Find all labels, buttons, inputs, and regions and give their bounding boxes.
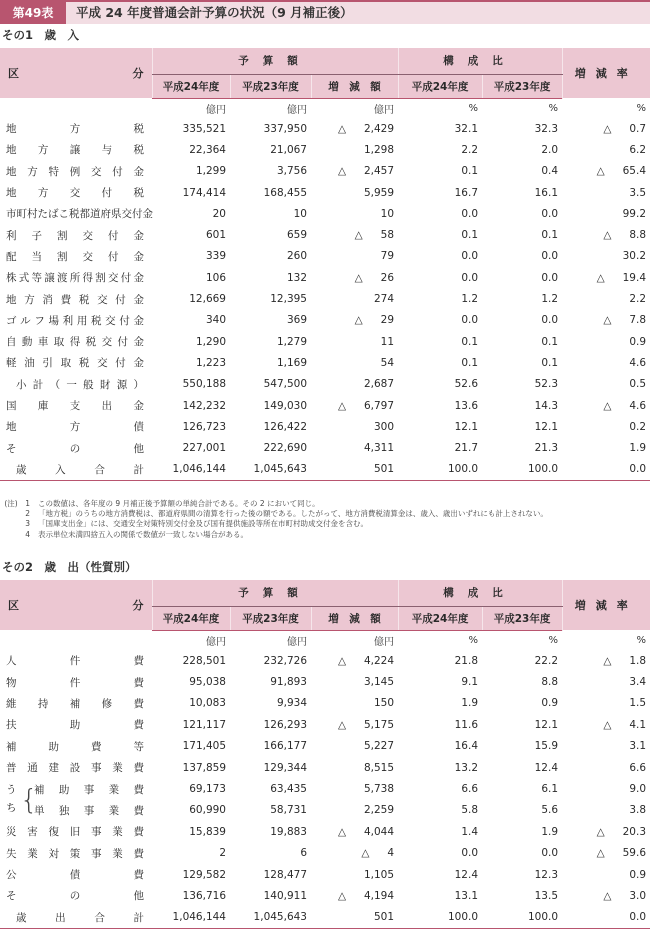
fy24-ratio: 13.2: [454, 761, 479, 774]
table-row: [0, 416, 650, 437]
decrease-mark: △: [603, 399, 612, 412]
rate-header: 増減率: [562, 580, 650, 630]
table-row: [0, 907, 650, 928]
fy23-amount: 168,455: [263, 186, 307, 199]
revenue-table: [0, 48, 650, 481]
decrease-mark: △: [596, 847, 605, 860]
change-amount: 5,227: [363, 740, 395, 753]
change-amount: 501: [311, 459, 398, 480]
change-amount: 5,959: [363, 186, 395, 199]
row-label: 軽油引取税交付金: [6, 357, 144, 370]
change-amount: △ 4: [361, 847, 395, 860]
row-label: 自動車取得税交付金: [6, 336, 144, 349]
fy23-amount: 166,177: [263, 740, 307, 753]
decrease-mark: △: [337, 122, 347, 135]
row-label: 利子割交付金: [6, 229, 144, 242]
fy24-ratio: 0.1: [461, 335, 479, 348]
section1-label: その1 歳 入: [2, 28, 80, 42]
decrease-mark: △: [596, 271, 605, 284]
fy23-amount: 140,911: [263, 889, 307, 902]
row-label: 失業対策事業費: [6, 847, 144, 860]
fy23-amount: 1,279: [276, 335, 307, 348]
col-fy23-ratio: 平成23年度: [482, 606, 562, 630]
fy24-amount: 2: [219, 847, 226, 860]
change-rate: 0.5: [629, 378, 647, 391]
fy24-amount: 106: [205, 271, 226, 284]
row-label: 地方債: [6, 421, 144, 434]
budget-group-header: 予算額: [152, 580, 398, 606]
fy24-amount: 95,038: [189, 676, 226, 689]
fy24-ratio: 12.4: [454, 868, 479, 881]
change-rate: 0.0: [562, 459, 650, 480]
change-rate: 0.9: [629, 335, 647, 348]
fy24-amount: 1,290: [195, 335, 226, 348]
page-title: 平成 24 年度普通会計予算の状況（9 月補正後）: [76, 5, 353, 20]
fy24-ratio: 9.1: [461, 676, 479, 689]
kubun-header: 区 分: [0, 48, 152, 98]
row-label: 維持補修費: [6, 697, 144, 710]
row-label: 普通建設事業費: [6, 762, 144, 775]
fy23-amount: 58,731: [270, 804, 307, 817]
row-label: 配当割交付金: [6, 250, 144, 263]
decrease-mark: △: [603, 718, 612, 731]
row-label: 補助費等: [6, 740, 144, 753]
fy23-ratio: 13.5: [534, 889, 559, 902]
change-rate: △ 20.3: [596, 825, 647, 838]
fy23-ratio: 5.6: [541, 804, 559, 817]
change-rate: 1.9: [629, 442, 647, 455]
change-amount: 79: [380, 250, 395, 263]
table-row: [0, 693, 650, 714]
change-amount: 5,738: [363, 783, 395, 796]
fy24-amount: 601: [205, 229, 226, 242]
fy23-amount: 63,435: [270, 783, 307, 796]
fy24-ratio: 13.1: [454, 889, 479, 902]
fy23-amount: 3,756: [276, 165, 307, 178]
change-amount: 10: [380, 207, 395, 220]
fy23-amount: 1,169: [276, 356, 307, 369]
fy24-amount: 126,723: [182, 420, 226, 433]
fy23-ratio: 8.8: [541, 676, 559, 689]
table-row: [0, 182, 650, 203]
col-fy23-amount: 平成23年度: [230, 74, 311, 98]
row-label: ゴルフ場利用税交付金: [6, 314, 144, 327]
change-rate: 3.4: [629, 676, 647, 689]
change-rate: 1.5: [629, 697, 647, 710]
fy24-ratio: 0.0: [461, 207, 479, 220]
fy23-ratio: 0.9: [541, 697, 559, 710]
decrease-mark: △: [603, 314, 612, 327]
fy24-ratio: 5.8: [461, 804, 479, 817]
fy23-amount: 232,726: [263, 654, 307, 667]
change-amount: 11: [380, 335, 395, 348]
fy23-ratio: 0.4: [541, 165, 559, 178]
row-label: 地方特例交付金: [6, 165, 144, 178]
change-amount: △ 4,044: [337, 825, 395, 838]
fy24-amount: 12,669: [189, 293, 226, 306]
change-rate: △ 7.8: [603, 314, 647, 327]
fy24-ratio: 16.4: [454, 740, 479, 753]
fy23-amount: 128,477: [263, 868, 307, 881]
note-line: 2 「地方税」のうちの地方消費税は、都道府県間の清算を行った後の額である。したがって、地方消費税清算金は、歳入、歳出いずれにも計上されない。: [25, 509, 548, 519]
table-row: [0, 671, 650, 692]
row-label: その他: [6, 890, 144, 903]
fy24-ratio: 100.0: [398, 459, 482, 480]
fy24-amount: 22,364: [189, 143, 226, 156]
col-fy24-ratio: 平成24年度: [398, 606, 482, 630]
decrease-mark: △: [337, 889, 347, 902]
row-label: 地方交付税: [6, 187, 144, 200]
fy24-amount: 174,414: [182, 186, 226, 199]
change-rate: △ 3.0: [603, 889, 647, 902]
row-label: 小計（一般財源）: [16, 378, 144, 391]
budget-group-header: 予算額: [152, 48, 398, 74]
table-row: [0, 864, 650, 885]
fy24-ratio: 0.1: [461, 165, 479, 178]
col-fy24-amount: 平成24年度: [152, 606, 230, 630]
fy24-amount: 339: [205, 250, 226, 263]
fy23-ratio: 22.2: [534, 654, 559, 667]
fy24-ratio: 1.2: [461, 293, 479, 306]
fy23-amount: 19,883: [270, 825, 307, 838]
table-row: [0, 161, 650, 182]
note-line: 4 表示単位未満四捨五入の関係で数値が一致しない場合がある。: [25, 529, 248, 539]
change-rate: △ 4.1: [603, 718, 647, 731]
col-change-amount: 増 減 額: [311, 606, 398, 630]
fy23-ratio: 0.0: [541, 847, 559, 860]
fy23-amount: 129,344: [263, 761, 307, 774]
change-amount: △ 6,797: [337, 399, 395, 412]
row-label: 国庫支出金: [6, 400, 144, 412]
fy23-ratio: 0.1: [541, 356, 559, 369]
fy24-ratio: 13.6: [454, 399, 479, 412]
table-row: [0, 288, 650, 309]
fy23-ratio: 12.3: [534, 868, 559, 881]
fy24-amount: 340: [205, 314, 226, 327]
brace-icon: {: [20, 783, 38, 817]
fy24-amount: 129,582: [182, 868, 226, 881]
fy23-ratio: 0.0: [541, 314, 559, 327]
fy24-ratio: 11.6: [454, 718, 479, 731]
fy24-amount: 1,299: [195, 165, 226, 178]
unit-row: 億円 億円 億円 % % %: [206, 634, 647, 648]
row-label: 単独事業費: [34, 804, 144, 817]
change-amount: △ 2,429: [337, 122, 395, 135]
change-amount: △ 4,194: [337, 889, 395, 902]
row-label: 地方譲与税: [6, 144, 144, 157]
table-row: [0, 650, 650, 671]
table-row: [0, 757, 650, 778]
section2-label: その2 歳 出（性質別）: [2, 560, 137, 574]
table-row: [0, 736, 650, 757]
change-amount: 501: [311, 907, 398, 928]
change-rate: △ 1.8: [603, 654, 647, 667]
change-rate: 9.0: [629, 783, 647, 796]
fy24-ratio: 0.1: [461, 356, 479, 369]
col-fy23-ratio: 平成23年度: [482, 74, 562, 98]
fy24-amount: 228,501: [182, 654, 226, 667]
fy23-amount: 1,045,643: [230, 907, 311, 928]
fy23-ratio: 0.1: [541, 229, 559, 242]
change-rate: △ 4.6: [603, 399, 647, 412]
change-rate: 30.2: [622, 250, 647, 263]
decrease-mark: △: [361, 847, 370, 860]
fy24-amount: 142,232: [182, 399, 226, 412]
change-amount: 1,105: [363, 868, 395, 881]
change-rate: 0.2: [629, 420, 647, 433]
row-label: 人件費: [6, 655, 144, 668]
unit-row: 億円 億円 億円 % % %: [206, 102, 647, 116]
col-change-amount: 増 減 額: [311, 74, 398, 98]
fy23-ratio: 21.3: [534, 442, 559, 455]
decrease-mark: △: [337, 399, 347, 412]
composition-group-header: 構成比: [398, 48, 562, 74]
fy23-ratio: 1.2: [541, 293, 559, 306]
table-row: [0, 374, 650, 395]
fy23-ratio: 15.9: [534, 740, 559, 753]
change-amount: 1,298: [363, 143, 395, 156]
decrease-mark: △: [596, 825, 605, 838]
fy24-ratio: 1.4: [461, 825, 479, 838]
decrease-mark: △: [603, 654, 612, 667]
fy23-amount: 10: [293, 207, 307, 220]
fy24-amount: 20: [212, 207, 226, 220]
row-label: 扶助費: [6, 719, 144, 732]
change-rate: 6.6: [629, 761, 647, 774]
decrease-mark: △: [603, 229, 612, 242]
decrease-mark: △: [596, 165, 605, 178]
table-row: [0, 246, 650, 267]
decrease-mark: △: [354, 314, 363, 327]
change-rate: 0.9: [629, 868, 647, 881]
col-fy23-amount: 平成23年度: [230, 606, 311, 630]
fy23-ratio: 16.1: [534, 186, 559, 199]
change-amount: 54: [380, 356, 395, 369]
fy24-ratio: 21.7: [454, 442, 479, 455]
col-fy24-ratio: 平成24年度: [398, 74, 482, 98]
change-amount: △ 4,224: [337, 654, 395, 667]
decrease-mark: △: [603, 122, 612, 135]
fy24-ratio: 0.0: [461, 271, 479, 284]
fy24-ratio: 2.2: [461, 143, 479, 156]
fy23-amount: 9,934: [276, 697, 307, 710]
fy23-amount: 126,422: [263, 420, 307, 433]
fy24-ratio: 0.0: [461, 314, 479, 327]
row-label: 株式等譲渡所得割交付金: [6, 272, 144, 285]
decrease-mark: △: [354, 229, 363, 242]
col-fy24-amount: 平成24年度: [152, 74, 230, 98]
row-label: 災害復旧事業費: [6, 826, 144, 839]
row-label: 公債費: [6, 869, 144, 882]
change-rate: 2.2: [629, 293, 647, 306]
table-row: [0, 267, 650, 288]
table-row: [0, 800, 650, 821]
fy24-amount: 171,405: [182, 740, 226, 753]
fy23-amount: 91,893: [270, 676, 307, 689]
fy24-amount: 335,521: [182, 122, 226, 135]
fy24-amount: 69,173: [189, 783, 226, 796]
fy24-ratio: 21.8: [454, 654, 479, 667]
row-label: 歳入合計: [0, 459, 152, 480]
fy23-ratio: 52.3: [534, 378, 559, 391]
fy23-ratio: 14.3: [534, 399, 559, 412]
row-label: 歳出合計: [0, 907, 152, 928]
decrease-mark: △: [354, 271, 363, 284]
fy24-ratio: 52.6: [454, 378, 479, 391]
fy24-amount: 1,046,144: [152, 907, 230, 928]
table-row: [0, 437, 650, 458]
table-row: [0, 885, 650, 906]
fy23-ratio: 12.4: [534, 761, 559, 774]
table-row: [0, 843, 650, 864]
fy23-ratio: 12.1: [534, 420, 559, 433]
table-row: [0, 778, 650, 799]
change-amount: △ 29: [354, 314, 395, 327]
decrease-mark: △: [337, 718, 347, 731]
change-amount: 2,687: [363, 378, 395, 391]
decrease-mark: △: [337, 654, 347, 667]
table-row: [0, 118, 650, 139]
fy23-ratio: 2.0: [541, 143, 559, 156]
fy23-amount: 222,690: [263, 442, 307, 455]
table-row: [0, 310, 650, 331]
fy24-ratio: 32.1: [454, 122, 479, 135]
row-label: うち { 補助事業費: [0, 778, 152, 799]
fy24-amount: 227,001: [182, 442, 226, 455]
table-number-badge: 第49表: [0, 2, 66, 24]
fy24-amount: 137,859: [182, 761, 226, 774]
change-amount: △ 26: [354, 271, 395, 284]
change-rate: △ 8.8: [603, 229, 647, 242]
table-row: [0, 331, 650, 352]
fy23-amount: 132: [286, 271, 307, 284]
table-row: [0, 821, 650, 842]
fy23-ratio: 100.0: [482, 907, 562, 928]
expenditure-table: [0, 580, 650, 929]
fy23-ratio: 6.1: [541, 783, 559, 796]
table-row: [0, 224, 650, 245]
change-amount: 4,311: [363, 442, 395, 455]
note-line: 3 「国庫支出金」には、交通安全対策特別交付金及び国有提供施設等所在市町村助成交付金を含む。: [25, 519, 368, 529]
fy23-ratio: 0.0: [541, 207, 559, 220]
fy24-amount: 1,223: [195, 356, 226, 369]
fy23-ratio: 0.1: [541, 335, 559, 348]
fy23-ratio: 1.9: [541, 825, 559, 838]
change-rate: 99.2: [622, 207, 647, 220]
change-amount: △ 2,457: [337, 165, 395, 178]
row-label: 地方消費税交付金: [6, 293, 144, 306]
fy23-amount: 21,067: [270, 143, 307, 156]
fy23-ratio: 12.1: [534, 718, 559, 731]
change-rate: 3.1: [629, 740, 647, 753]
fy23-ratio: 100.0: [482, 459, 562, 480]
table-row: [0, 459, 650, 480]
change-amount: 8,515: [363, 761, 395, 774]
decrease-mark: △: [337, 165, 347, 178]
table-row: [0, 203, 650, 224]
composition-group-header: 構成比: [398, 580, 562, 606]
change-rate: △ 59.6: [596, 847, 647, 860]
kubun-header: 区 分: [0, 580, 152, 630]
fy23-amount: 337,950: [263, 122, 307, 135]
change-rate: 3.5: [629, 186, 647, 199]
table-row: [0, 395, 650, 416]
fy23-amount: 659: [286, 229, 307, 242]
fy23-amount: 126,293: [263, 718, 307, 731]
change-amount: △ 58: [354, 229, 395, 242]
change-rate: 0.0: [562, 907, 650, 928]
fy24-ratio: 6.6: [461, 783, 479, 796]
change-amount: 300: [373, 420, 395, 433]
fy24-amount: 121,117: [182, 718, 226, 731]
fy24-ratio: 0.1: [461, 229, 479, 242]
fy23-amount: 260: [286, 250, 307, 263]
fy24-ratio: 16.7: [454, 186, 479, 199]
fy24-amount: 10,083: [189, 697, 226, 710]
table-row: [0, 714, 650, 735]
fy23-ratio: 0.0: [541, 250, 559, 263]
note-line: (注) 1 この数値は、各年度の 9 月補正後予算額の単純合計である。その 2 において同じ。: [4, 499, 320, 508]
rate-header: 増減率: [562, 48, 650, 98]
fy24-ratio: 0.0: [461, 250, 479, 263]
fy23-ratio: 0.0: [541, 271, 559, 284]
decrease-mark: △: [337, 825, 347, 838]
fy23-amount: 547,500: [263, 378, 307, 391]
change-amount: 3,145: [363, 676, 395, 689]
fy24-amount: 136,716: [182, 889, 226, 902]
fy23-amount: 369: [286, 314, 307, 327]
page-header: [0, 0, 650, 24]
row-label: 市町村たばこ税都道府県交付金: [6, 208, 153, 221]
change-rate: △ 0.7: [603, 122, 647, 135]
change-rate: 3.8: [629, 804, 647, 817]
fy24-amount: 1,046,144: [152, 459, 230, 480]
change-rate: 4.6: [629, 356, 647, 369]
fy23-amount: 12,395: [270, 293, 307, 306]
row-label: その他: [6, 442, 144, 455]
fy24-ratio: 1.9: [461, 697, 479, 710]
change-amount: △ 5,175: [337, 718, 395, 731]
fy23-amount: 1,045,643: [230, 459, 311, 480]
uchi-marker: うち: [6, 784, 17, 815]
fy24-ratio: 12.1: [454, 420, 479, 433]
change-rate: △ 65.4: [596, 165, 647, 178]
fy24-amount: 550,188: [182, 378, 226, 391]
change-amount: 2,259: [363, 804, 395, 817]
change-rate: 6.2: [629, 143, 647, 156]
row-label: 物件費: [6, 676, 144, 689]
change-rate: △ 19.4: [596, 271, 647, 284]
change-amount: 150: [373, 697, 395, 710]
table-row: [0, 139, 650, 160]
fy23-ratio: 32.3: [534, 122, 559, 135]
fy24-ratio: 100.0: [398, 907, 482, 928]
fy24-amount: 15,839: [189, 825, 226, 838]
revenue-notes: [2, 499, 548, 540]
table-row: [0, 352, 650, 373]
row-label: 地方税: [6, 123, 144, 136]
fy23-amount: 6: [300, 847, 307, 860]
fy24-amount: 60,990: [189, 804, 226, 817]
fy24-ratio: 0.0: [461, 847, 479, 860]
change-amount: 274: [373, 293, 395, 306]
fy23-amount: 149,030: [263, 399, 307, 412]
decrease-mark: △: [603, 889, 612, 902]
